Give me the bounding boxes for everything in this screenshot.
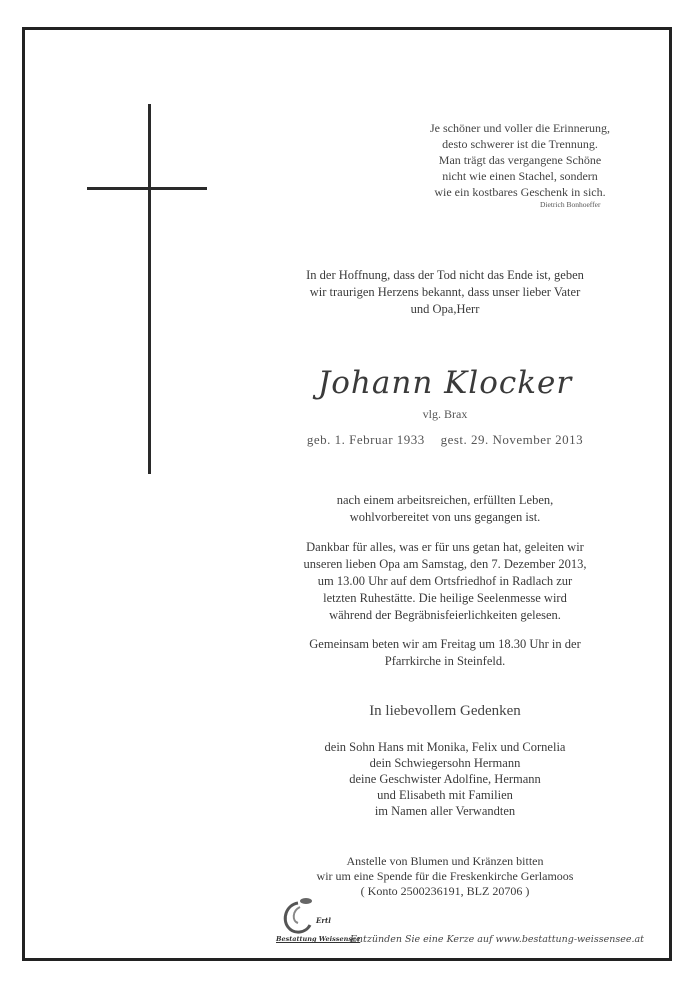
- cross-horizontal-bar: [87, 187, 207, 190]
- quote-line: Man trägt das vergangene Schöne: [438, 153, 602, 167]
- body-line: Dankbar für alles, was er für uns getan hat, geleiten wir: [306, 540, 584, 554]
- intro-line: wir traurigen Herzens bekannt, dass unser lieber Vater: [309, 285, 581, 299]
- body-line: während der Begräbnisfeierlichkeiten gelesen.: [329, 608, 561, 622]
- body-line: wohlvorbereitet von uns gegangen ist.: [349, 510, 541, 524]
- body-line: um 13.00 Uhr auf dem Ortsfriedhof in Radlach zur: [317, 574, 573, 588]
- quote-author: Dietrich Bonhoeffer: [540, 200, 601, 209]
- birth-date: geb. 1. Februar 1933: [306, 432, 425, 447]
- intro-line: In der Hoffnung, dass der Tod nicht das Ende ist, geben: [306, 268, 584, 282]
- body-line: unseren lieben Opa am Samstag, den 7. Dezember 2013,: [303, 557, 587, 571]
- life-dates: [270, 432, 620, 448]
- death-date: gest. 29. November 2013: [440, 432, 584, 447]
- donation-line: wir um eine Spende für die Freskenkirche Gerlamoos: [316, 869, 574, 883]
- family-line: im Namen aller Verwandten: [374, 804, 516, 818]
- donation-line: ( Konto 2500236191, BLZ 20706 ): [360, 884, 530, 898]
- family-list: [270, 739, 620, 819]
- body-paragraph-3: [270, 636, 620, 670]
- family-line: dein Schwiegersohn Hermann: [369, 756, 521, 770]
- body-line: Gemeinsam beten wir am Freitag um 18.30 Uhr in der: [309, 637, 581, 651]
- intro-text: [270, 267, 620, 318]
- family-line: dein Sohn Hans mit Monika, Felix und Cornelia: [324, 740, 566, 754]
- quote-line: Je schöner und voller die Erinnerung,: [430, 121, 610, 135]
- quote-line: desto schwerer ist die Trennung.: [442, 137, 598, 151]
- donation-line: Anstelle von Blumen und Kränzen bitten: [346, 854, 544, 868]
- body-line: letzten Ruhestätte. Die heilige Seelenmesse wird: [323, 591, 567, 605]
- body-paragraph-1: [270, 492, 620, 526]
- quote-block: [400, 120, 640, 200]
- deceased-name: Johann Klocker: [317, 365, 573, 401]
- quote-line: nicht wie einen Stachel, sondern: [442, 169, 598, 183]
- logo-name-text: Bestattung Weissensee: [276, 935, 361, 943]
- footer-link[interactable]: Entzünden Sie eine Kerze auf www.bestattung-weissensee.at: [350, 934, 644, 945]
- logo-small-text: Ertl: [316, 916, 331, 925]
- intro-line: und Opa,Herr: [410, 302, 480, 316]
- cross-vertical-bar: [148, 104, 151, 474]
- body-paragraph-2: [270, 539, 620, 624]
- family-line: und Elisabeth mit Familien: [377, 788, 513, 802]
- body-line: nach einem arbeitsreichen, erfüllten Leben,: [336, 493, 554, 507]
- quote-line: wie ein kostbares Geschenk in sich.: [434, 185, 606, 199]
- family-line: deine Geschwister Adolfine, Hermann: [349, 772, 541, 786]
- gedenken-heading: In liebevollem Gedenken: [369, 703, 521, 719]
- deceased-nickname: vlg. Brax: [422, 407, 468, 421]
- body-line: Pfarrkirche in Steinfeld.: [384, 654, 506, 668]
